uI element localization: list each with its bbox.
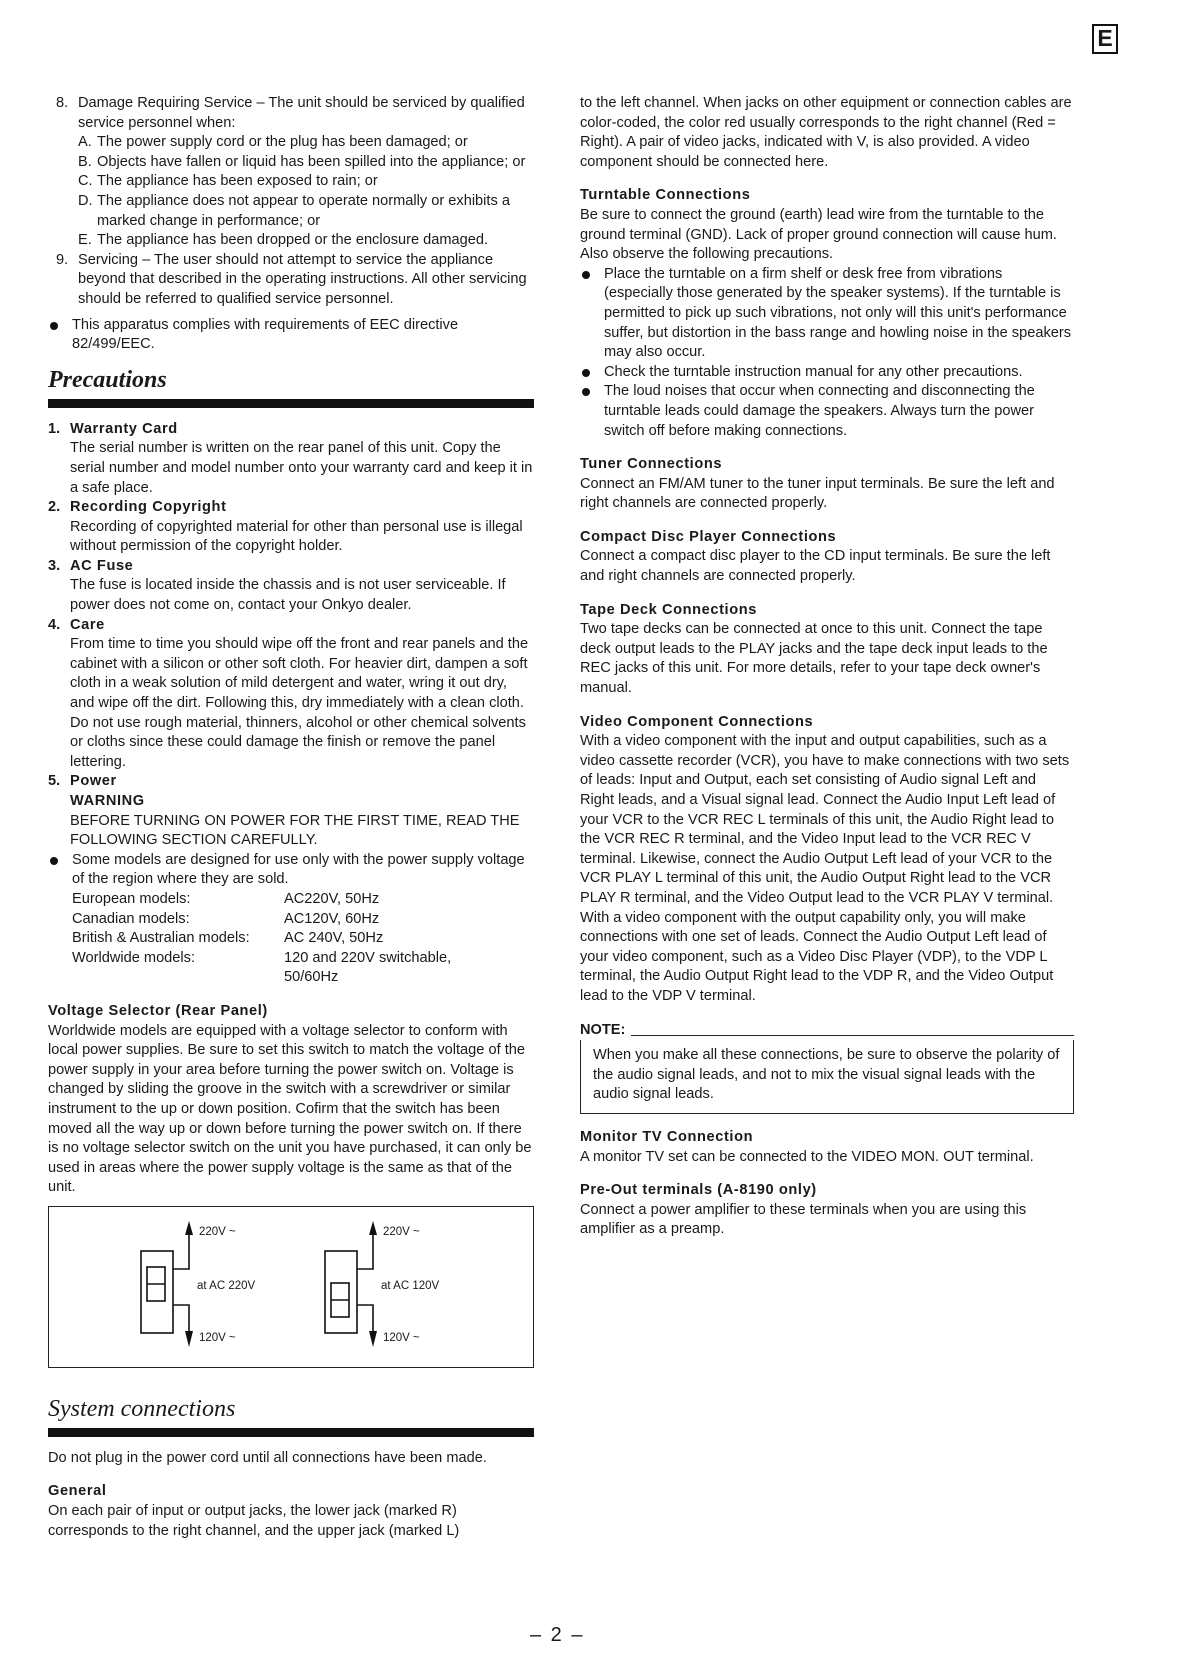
switch-120v-illustration <box>325 1225 373 1341</box>
monitor-body: A monitor TV set can be connected to the VIDEO MON. OUT terminal. <box>580 1148 1034 1165</box>
tuner-heading: Tuner Connections <box>580 456 723 473</box>
condition-letter: A. <box>78 134 92 151</box>
turntable-bullet: The loud noises that occur when connecting and disconnecting the turntable leads could damage the speakers. Always turn the power switch off before making connections. <box>580 382 1074 441</box>
label-220v-left: 220V ~ <box>199 1225 236 1238</box>
item-text: Servicing – The user should not attempt to service the appliance beyond that described in the operating instructions. All other servicing should be referred to qualified service personnel. <box>78 251 527 307</box>
voltage-model: Worldwide models: <box>72 949 196 966</box>
turntable-heading: Turntable Connections <box>580 187 751 204</box>
item-number: 3. <box>48 557 61 574</box>
precaution-body: The serial number is written on the rear panel of this unit. Copy the serial number and model number onto your warranty card and keep it in a safe place. <box>70 440 533 496</box>
page-number: – 2 – <box>530 1624 585 1646</box>
precautions-list <box>48 420 534 851</box>
general-body: On each pair of input or output jacks, the lower jack (marked R) corresponds to the right channel, and the upper jack (marked L) <box>48 1503 460 1539</box>
condition-letter: B. <box>78 153 92 170</box>
monitor-heading: Monitor TV Connection <box>580 1128 754 1145</box>
item-text: Damage Requiring Service – The unit should be serviced by qualified service personnel when: <box>78 95 525 131</box>
arrow-down-icon <box>185 1331 193 1347</box>
label-220v-right: 220V ~ <box>383 1225 420 1238</box>
label-at-ac-220v: at AC 220V <box>197 1279 256 1292</box>
preout-body: Connect a power amplifier to these terminals when you are using this amplifier as a preamp. <box>580 1201 1027 1238</box>
condition-text: The power supply cord or the plug has been damaged; or <box>97 134 468 151</box>
voltage-table <box>72 890 534 988</box>
item-number: 4. <box>48 616 61 633</box>
voltage-model: British & Australian models: <box>72 930 250 947</box>
condition-a <box>78 133 534 153</box>
voltage-value: 120 and 220V switchable, 50/60Hz <box>284 949 452 986</box>
precaution-heading: Care <box>70 616 105 633</box>
general-heading: General <box>48 1483 107 1500</box>
note-body: When you make all these connections, be sure to observe the polarity of the audio signal leads, and not to mix the visual signal leads with the audio signal leads. <box>593 1047 1060 1103</box>
condition-text: The appliance does not appear to operate normally or exhibits a marked change in performance; or <box>97 192 510 229</box>
condition-text: Objects have fallen or liquid has been spilled into the appliance; or <box>97 153 526 170</box>
item-number: 1. <box>48 420 61 437</box>
title-rule <box>48 1428 534 1437</box>
power-bullet: Some models are designed for use only with the power supply voltage of the region where they are sold. <box>48 851 534 890</box>
voltage-value: AC120V, 60Hz <box>284 910 380 927</box>
safety-item-8 <box>56 94 534 251</box>
condition-e <box>78 231 534 251</box>
video-heading: Video Component Connections <box>580 713 814 730</box>
condition-letter: E. <box>78 232 92 249</box>
preout-heading: Pre-Out terminals (A-8190 only) <box>580 1182 817 1199</box>
system-connections-title: System connections <box>48 1395 236 1422</box>
turntable-bullet: Place the turntable on a firm shelf or desk free from vibrations (especially those generated by the speaker systems). If the turntable is permitted to pick up such vibrations, not only will this unit's performance suffer, but distortion in the bass range and howling noise in the speakers may also occur. <box>580 265 1074 363</box>
safety-list <box>56 94 534 310</box>
condition-text: The appliance has been dropped or the enclosure damaged. <box>97 232 489 249</box>
video-body-1: With a video component with the input and output capabilities, such as a video cassette recorder (VCR), you have to make connections with two sets of leads: Input and Output, each set consisting of Audio signal Left and Right leads, and a Visual signal lead. Connect the Audio Input Left lead of your VCR to the VCR REC L terminals of this unit, the Audio Right lead to the VCR REC R terminal, and the Video Input lead to the VCR REC V terminal. Likewise, connect the Audio Output Left lead of your VCR to the VCR PLAY L terminal of this unit, the Audio Output Right lead to the VCR PLAY R terminal, and the Video Output lead to the VCR PLAY V terminal. <box>580 733 1070 906</box>
precaution-fuse <box>48 557 534 616</box>
label-at-ac-120v: at AC 120V <box>381 1279 440 1292</box>
voltage-value: AC220V, 50Hz <box>284 890 380 907</box>
video-body-2: With a video component with the output capability only, you will make connections with one set of leads. Connect the Audio Output Left lead of your video component, such as a Video Disc Player (VDP), to the VDP L terminal, the Audio Output Right lead to the VDP R, and the Video Output lead to the VDP V terminal. <box>580 909 1054 1004</box>
precaution-warranty <box>48 420 534 498</box>
precaution-heading: Power <box>70 773 117 790</box>
voltage-model: European models: <box>72 890 191 907</box>
precautions-title: Precautions <box>48 366 167 393</box>
note-box <box>580 1021 1074 1114</box>
tuner-body: Connect an FM/AM tuner to the tuner input terminals. Be sure the left and right channels are connected properly. <box>580 475 1055 512</box>
precaution-heading: AC Fuse <box>70 557 134 574</box>
precaution-heading: Warranty Card <box>70 420 178 437</box>
system-intro: Do not plug in the power cord until all connections have been made. <box>48 1449 487 1466</box>
cd-body: Connect a compact disc player to the CD input terminals. Be sure the left and right channels are connected properly. <box>580 548 1051 585</box>
turntable-body: Be sure to connect the ground (earth) lead wire from the turntable to the ground terminal (GND). Lack of proper ground connection will cause hum. Also observe the following precautions. <box>580 206 1057 263</box>
item-number: 9. <box>56 251 69 268</box>
warning-heading: WARNING <box>70 793 145 809</box>
item-number: 8. <box>56 95 69 111</box>
turntable-bullet: Check the turntable instruction manual for any other precautions. <box>580 363 1074 383</box>
cd-heading: Compact Disc Player Connections <box>580 528 837 545</box>
voltage-switch-illustration <box>49 1207 535 1367</box>
condition-letter: D. <box>78 192 93 209</box>
precaution-heading: Recording Copyright <box>70 499 227 516</box>
voltage-value: AC 240V, 50Hz <box>284 930 384 947</box>
condition-text: The appliance has been exposed to rain; or <box>97 173 378 190</box>
precaution-body: From time to time you should wipe off the front and rear panels and the cabinet with a silicon or other soft cloth. For heavier dirt, dampen a soft cloth in a weak solution of mild detergent and water, wring it out dry, and wipe off the dirt. Following this, dry immediately with a clean cloth. Do not use rough material, thinners, alcohol or other chemical solvents or cloths since these could damage the finish or remove the panel lettering. <box>70 636 529 770</box>
page-tab-e: E <box>1092 24 1118 54</box>
tape-heading: Tape Deck Connections <box>580 601 757 618</box>
service-conditions <box>78 133 534 251</box>
voltage-selector-heading: Voltage Selector (Rear Panel) <box>48 1002 268 1019</box>
safety-item-9 <box>56 251 534 310</box>
precaution-power <box>48 772 534 850</box>
condition-b <box>78 153 534 173</box>
continued-text: to the left channel. When jacks on other equipment or connection cables are color-coded, the color red usually corresponds to the right channel (Red = Right). A pair of video jacks, indicated with V, is also provided. A video component should be connected here. <box>580 95 1072 170</box>
item-number: 2. <box>48 499 61 516</box>
condition-letter: C. <box>78 173 93 190</box>
title-rule <box>48 399 534 408</box>
condition-c <box>78 172 534 192</box>
tape-body: Two tape decks can be connected at once to this unit. Connect the tape deck output leads to the PLAY jacks and the tape deck input leads to the REC jacks of this unit. For more details, refer to your tape deck owner's manual. <box>580 621 1048 697</box>
arrow-up-icon <box>185 1221 193 1235</box>
precaution-body: Recording of copyrighted material for other than personal use is illegal without permission of the copyright holder. <box>70 518 523 555</box>
note-heading: NOTE: <box>580 1021 626 1038</box>
precaution-body: The fuse is located inside the chassis and is not user serviceable. If power does not come on, contact your Onkyo dealer. <box>70 577 506 614</box>
condition-d <box>78 192 534 231</box>
switch-220v-illustration <box>141 1225 189 1341</box>
label-120v-left: 120V ~ <box>199 1331 236 1344</box>
warning-text: BEFORE TURNING ON POWER FOR THE FIRST TIME, READ THE FOLLOWING SECTION CAREFULLY. <box>70 812 520 849</box>
arrow-up-icon <box>369 1221 377 1235</box>
label-120v-right: 120V ~ <box>383 1331 420 1344</box>
voltage-selector-body: Worldwide models are equipped with a voltage selector to conform with local power supplies. Be sure to set this switch to match the voltage of the power supply in your area before turning the power switch on. Voltage is changed by sliding the groove in the switch with a screwdriver or similar instrument to the up or down position. Cofirm that the switch has been moved all the way up or down before turning the power switch on. If there is no voltage selector switch on the unit you have purchased, it can only be used in areas where the power supply voltage is the same as that of the unit. <box>48 1022 532 1196</box>
eec-bullet: This apparatus complies with requirements of EEC directive 82/499/EEC. <box>48 316 534 355</box>
precaution-care <box>48 616 534 773</box>
voltage-model: Canadian models: <box>72 910 190 927</box>
item-number: 5. <box>48 773 61 790</box>
arrow-down-icon <box>369 1331 377 1347</box>
left-column <box>48 94 534 1541</box>
precaution-copyright <box>48 498 534 557</box>
right-column <box>580 94 1074 1240</box>
voltage-selector-diagram <box>48 1206 534 1368</box>
